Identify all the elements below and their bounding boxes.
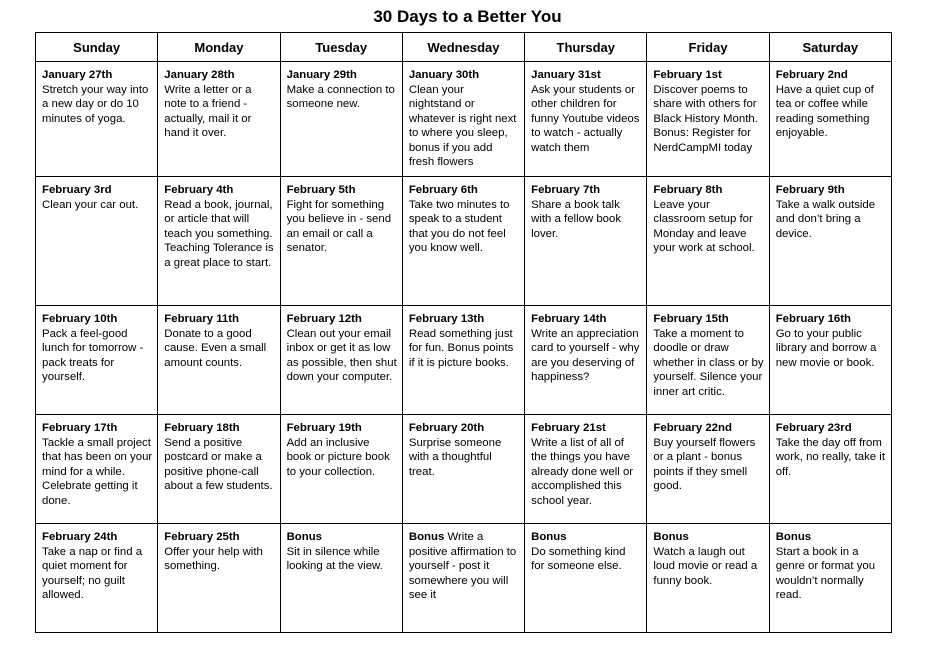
day-date: January 28th <box>164 69 235 81</box>
weekday-header-row <box>36 33 892 62</box>
day-date: February 18th <box>164 422 240 434</box>
day-date: February 23rd <box>775 422 852 434</box>
day-cell <box>158 177 280 306</box>
weekday-header: Sunday <box>36 33 158 62</box>
day-cell <box>769 62 891 177</box>
weekday-header: Wednesday <box>402 33 524 62</box>
day-activity: Take a moment to doodle or draw whether in class or by yourself. Silence your inner art critic. <box>653 327 764 398</box>
day-cell <box>402 62 524 177</box>
day-activity: Discover poems to share with others for Black History Month. Bonus: Register for NerdCampMI today <box>653 83 758 154</box>
day-cell <box>280 62 402 177</box>
weekday-header: Tuesday <box>280 33 402 62</box>
day-date: February 4th <box>164 184 234 196</box>
day-activity: Take a nap or find a quiet moment for yourself; no guilt allowed. <box>42 545 143 601</box>
day-date: February 17th <box>42 422 118 434</box>
day-cell <box>280 415 402 524</box>
day-date: January 30th <box>408 69 480 81</box>
day-cell <box>525 415 647 524</box>
day-date: February 15th <box>653 313 729 325</box>
day-date: Bonus <box>775 531 812 543</box>
day-activity: Send a positive postcard or make a positive phone-call about a few students. <box>164 436 273 492</box>
day-activity: Write a list of all of the things you have already done well or accomplished this school year. <box>531 436 634 507</box>
day-date: February 19th <box>286 422 362 434</box>
day-activity: Tackle a small project that has been on your mind for a while. Celebrate getting it done. <box>42 436 153 507</box>
day-activity: Do something kind for someone else. <box>531 545 626 572</box>
day-activity: Pack a feel-good lunch for tomorrow - pack treats for yourself. <box>42 327 144 383</box>
day-cell <box>402 177 524 306</box>
day-cell <box>158 524 280 633</box>
day-activity: Buy yourself flowers or a plant - bonus points if they smell good. <box>653 436 756 492</box>
day-cell <box>280 306 402 415</box>
day-date: February 7th <box>531 184 601 196</box>
day-activity: Ask your students or other children for funny Youtube videos to watch - actually watch them <box>531 83 640 154</box>
day-date: February 25th <box>164 531 240 543</box>
day-activity: Clean out your email inbox or get it as low as possible, then shut down your computer. <box>286 327 397 383</box>
calendar-body <box>36 62 892 633</box>
day-activity: Surprise someone with a thoughtful treat. <box>408 436 502 478</box>
weekday-header: Saturday <box>769 33 891 62</box>
day-activity: Take the day off from work, no really, take it off. <box>775 436 885 478</box>
day-cell <box>402 306 524 415</box>
day-activity: Sit in silence while looking at the view. <box>286 545 383 572</box>
day-cell <box>158 306 280 415</box>
day-cell <box>769 415 891 524</box>
day-cell <box>525 524 647 633</box>
day-date: February 13th <box>408 313 485 325</box>
day-activity: Write an appreciation card to yourself - why are you deserving of happiness? <box>531 327 640 383</box>
day-date: February 2nd <box>775 69 848 81</box>
day-cell <box>280 524 402 633</box>
day-activity: Add an inclusive book or picture book to your collection. <box>286 436 390 478</box>
day-date: February 11th <box>164 313 239 325</box>
day-date: January 29th <box>286 69 357 81</box>
week-row <box>36 177 892 306</box>
weekday-header: Monday <box>158 33 280 62</box>
day-activity: Offer your help with something. <box>164 545 263 572</box>
day-date: January 27th <box>42 69 113 81</box>
weekday-header: Friday <box>647 33 769 62</box>
calendar-table <box>35 32 892 633</box>
page-title: 30 Days to a Better You <box>373 7 562 26</box>
day-date: February 14th <box>531 313 607 325</box>
day-date: February 24th <box>42 531 118 543</box>
day-activity: Start a book in a genre or format you wouldn’t normally read. <box>775 545 876 601</box>
day-activity: Take a walk outside and don’t bring a device. <box>775 198 876 240</box>
day-cell <box>402 524 524 633</box>
day-activity: Donate to a good cause. Even a small amount counts. <box>164 327 267 369</box>
day-cell <box>647 524 769 633</box>
week-row <box>36 62 892 177</box>
day-cell <box>769 177 891 306</box>
day-activity: Have a quiet cup of tea or coffee while reading something enjoyable. <box>775 83 874 139</box>
day-activity: Stretch your way into a new day or do 10 minutes of yoga. <box>42 83 149 125</box>
week-row <box>36 524 892 633</box>
day-cell <box>36 415 158 524</box>
day-cell <box>647 415 769 524</box>
day-activity: Fight for something you believe in - send an email or call a senator. <box>286 198 392 254</box>
day-date: Bonus <box>531 531 567 543</box>
day-date: February 9th <box>775 184 845 196</box>
day-activity: Take two minutes to speak to a student that you do not feel you know well. <box>408 198 510 254</box>
day-cell <box>525 306 647 415</box>
day-date: January 31st <box>531 69 601 81</box>
day-cell <box>402 415 524 524</box>
week-row <box>36 415 892 524</box>
day-cell <box>36 62 158 177</box>
week-row <box>36 306 892 415</box>
day-cell <box>36 306 158 415</box>
day-cell <box>647 177 769 306</box>
day-date: February 16th <box>775 313 852 325</box>
day-activity: Write a letter or a note to a friend - actually, mail it or hand it over. <box>164 83 252 139</box>
day-cell <box>647 306 769 415</box>
day-activity: Make a connection to someone new. <box>286 83 395 110</box>
day-activity: Go to your public library and borrow a new movie or book. <box>775 327 877 369</box>
day-date: Bonus <box>653 531 689 543</box>
day-date: February 21st <box>531 422 606 434</box>
weekday-header: Thursday <box>525 33 647 62</box>
day-activity: Clean your car out. <box>42 198 139 211</box>
day-cell <box>525 177 647 306</box>
day-date: February 10th <box>42 313 118 325</box>
day-activity: Read something just for fun. Bonus points if it is picture books. <box>408 327 514 369</box>
day-cell <box>769 306 891 415</box>
day-activity: Watch a laugh out loud movie or read a funny book. <box>653 545 758 587</box>
day-date: Bonus <box>408 531 445 543</box>
day-date: Bonus <box>286 531 322 543</box>
day-activity: Clean your nightstand or whatever is right next to where you sleep, bonus if you add fresh flowers <box>408 83 517 168</box>
day-cell <box>525 62 647 177</box>
day-activity: Leave your classroom setup for Monday and leave your work at school. <box>653 198 755 254</box>
day-cell <box>36 524 158 633</box>
day-date: February 8th <box>653 184 723 196</box>
day-date: February 20th <box>408 422 485 434</box>
day-cell <box>769 524 891 633</box>
day-date: February 1st <box>653 69 722 81</box>
day-activity: Read a book, journal, or article that will teach you something. Teaching Tolerance is a great place to start. <box>164 198 274 269</box>
day-cell <box>280 177 402 306</box>
day-activity: Write a positive affirmation to yourself - post it somewhere you will see it <box>408 531 517 601</box>
day-cell <box>36 177 158 306</box>
day-cell <box>647 62 769 177</box>
day-date: February 12th <box>286 313 362 325</box>
day-date: February 6th <box>408 184 478 196</box>
day-date: February 22nd <box>653 422 732 434</box>
day-date: February 3rd <box>42 184 112 196</box>
day-cell <box>158 62 280 177</box>
day-activity: Share a book talk with a fellow book lover. <box>531 198 622 240</box>
day-date: February 5th <box>286 184 356 196</box>
day-cell <box>158 415 280 524</box>
